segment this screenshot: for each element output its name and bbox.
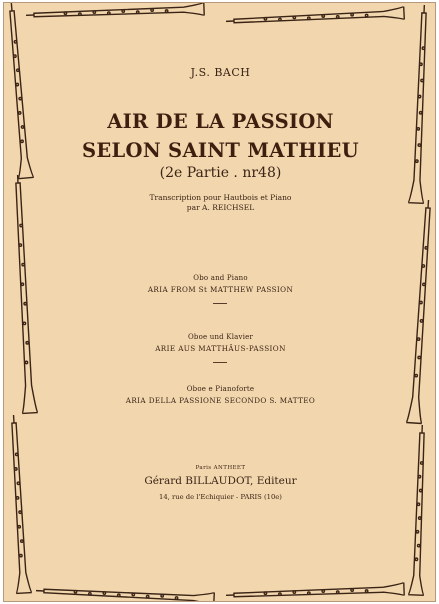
transcription-line-1: Transcription pour Hautbois et Piano	[149, 193, 292, 202]
oboe-drawing	[6, 415, 32, 594]
score-cover	[3, 2, 436, 602]
edition-title: ARIA DELLA PASSIONE SECONDO S. MATTEO	[125, 396, 316, 405]
oboe-drawing	[408, 425, 430, 596]
oboe-drawing	[26, 3, 204, 22]
title-line-2: SELON SAINT MATHIEU	[82, 139, 359, 162]
transcription-note	[4, 193, 436, 213]
publisher-name: Gérard BILLAUDOT, Editeur	[144, 475, 297, 487]
publisher-address: 14, rue de l'Echiquier - PARIS (10e)	[159, 493, 282, 501]
divider	[213, 303, 227, 304]
divider	[213, 362, 227, 363]
edition-instrumentation: Oboe e Pianoforte	[186, 385, 255, 393]
edition-title: ARIE AUS MATTHÄUS-PASSION	[155, 344, 286, 353]
publisher-imprint: Paris ANTHEET	[195, 465, 246, 471]
transcription-line-2: par A. REICHSEL	[186, 203, 255, 212]
oboe-drawing	[36, 584, 215, 602]
edition-title: ARIA FROM St MATTHEW PASSION	[147, 285, 294, 294]
title-line-1: AIR DE LA PASSION	[107, 110, 334, 133]
part-number: (2e Partie . nr48)	[159, 165, 282, 181]
oboe-drawing	[226, 583, 404, 602]
oboe-drawing	[226, 7, 405, 28]
edition-instrumentation: Oboe und Klavier	[187, 333, 254, 341]
edition-instrumentation: Obo and Piano	[193, 274, 248, 282]
composer-name: J.S. BACH	[190, 66, 251, 79]
